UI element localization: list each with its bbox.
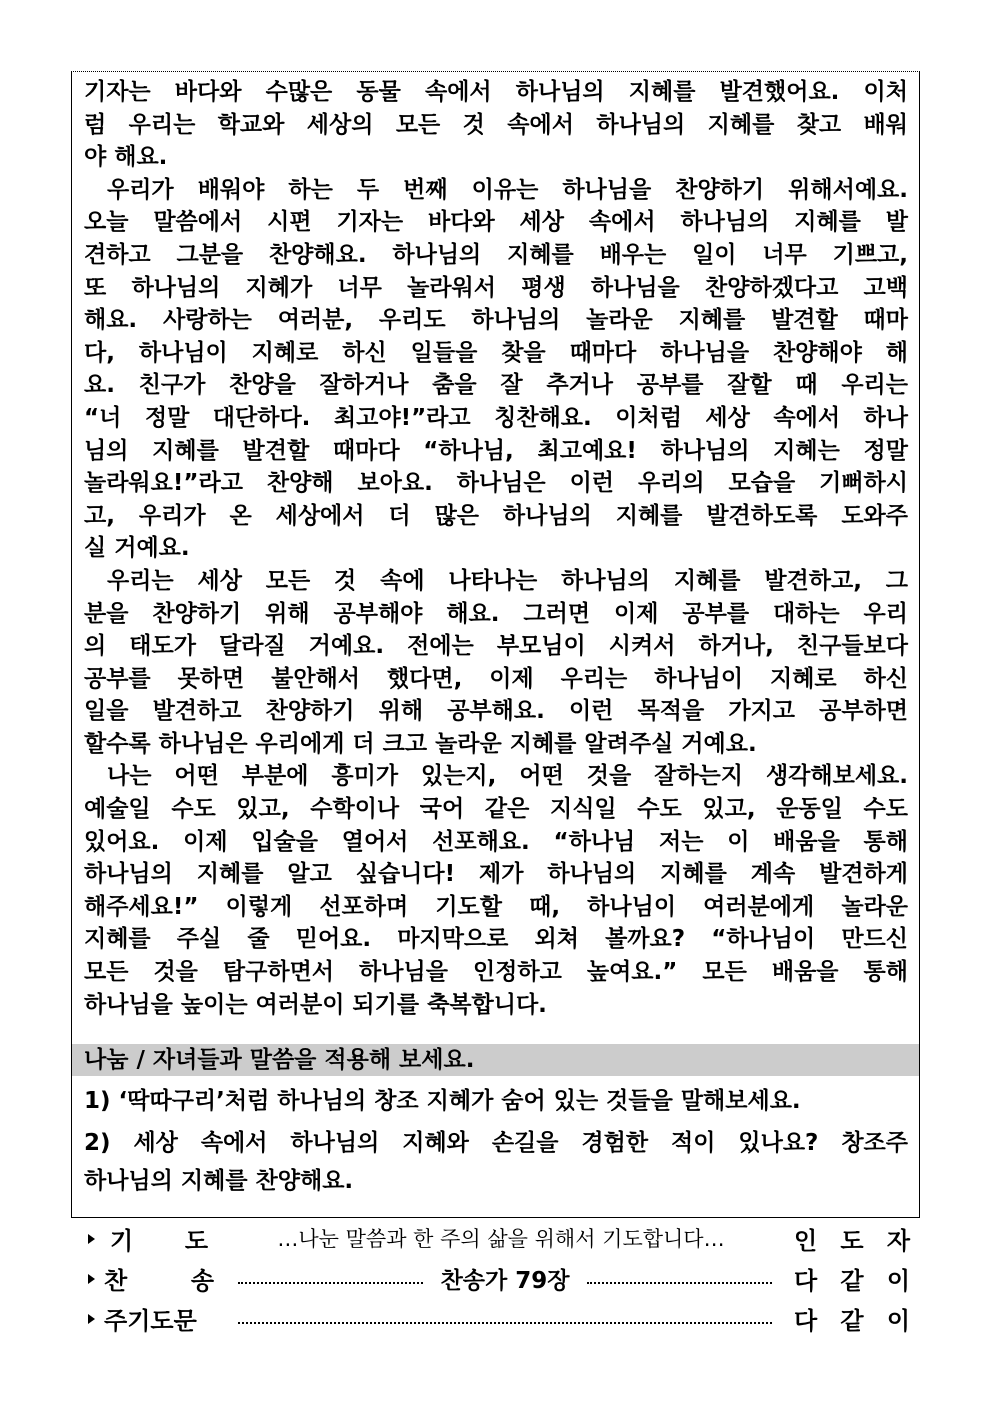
sermon-line: 야 해요. — [84, 144, 168, 171]
sermon-line: 해요. 사랑하는 여러분, 우리도 하나님의 놀라운 지혜를 발견할 때마 — [84, 307, 908, 334]
leader-char: 다 — [794, 1306, 818, 1335]
sermon-line: 일을 발견하고 찬양하기 위해 공부해요. 이런 목적을 가지고 공부하면 — [84, 698, 908, 725]
leader-char: 이 — [886, 1306, 910, 1335]
sharing-header: 나눔 / 자녀들과 말씀을 적용해 보세요. — [72, 1044, 919, 1076]
sermon-line-text: 나는 어떤 부분에 흥미가 있는지, 어떤 것을 잘하는지 생각해보세요. — [107, 763, 908, 790]
order-role — [104, 1301, 214, 1336]
sermon-line: 해주세요!” 이렇게 선포하며 기도할 때, 하나님이 여러분에게 놀라운 — [84, 893, 908, 920]
sermon-line: 요. 친구가 찬양을 잘하거나 춤을 잘 추거나 공부를 잘할 때 우리는 — [84, 372, 908, 399]
sermon-line: “너 정말 대단하다. 최고야!”라고 칭찬해요. 이처럼 세상 속에서 하나 — [84, 404, 908, 431]
order-role — [104, 1261, 214, 1296]
sermon-line: 공부를 못하면 불안해서 했다면, 이제 우리는 하나님이 지혜로 하신 — [84, 665, 908, 692]
triangle-bullet-icon — [88, 1234, 95, 1244]
sermon-line: 또 하나님의 지혜가 너무 놀라워서 평생 하나님을 찬양하겠다고 고백 — [84, 274, 908, 301]
role-char: 기 — [110, 1226, 134, 1255]
dotted-leader — [238, 1282, 423, 1284]
order-leader — [794, 1221, 910, 1256]
order-row-lords-prayer — [88, 1299, 910, 1337]
sermon-line: 하나님의 지혜를 알고 싶습니다! 제가 하나님의 지혜를 계속 발견하게 — [84, 861, 908, 888]
question-2-line-1: 2) 세상 속에서 하나님의 지혜와 손길을 경험한 적이 있나요? 창조주 — [84, 1130, 908, 1156]
leader-char: 자 — [886, 1226, 910, 1255]
leader-char: 같 — [840, 1266, 864, 1295]
sermon-line: 실 거예요. — [84, 535, 190, 562]
sermon-line — [84, 174, 908, 207]
sermon-line: 예술일 수도 있고, 수학이나 국어 같은 지식일 수도 있고, 운동일 수도 — [84, 796, 908, 823]
sermon-line: 럼 우리는 학교와 세상의 모든 것 속에서 하나님의 지혜를 찾고 배워 — [84, 111, 908, 138]
sermon-line: 하나님을 높이는 여러분이 되기를 축복합니다. — [84, 991, 547, 1018]
sermon-line: 놀라워요!”라고 찬양해 보아요. 하나님은 이런 우리의 모습을 기뻐하시 — [84, 470, 908, 497]
triangle-bullet-icon — [88, 1274, 95, 1284]
hymn-number: 찬송가 79장 — [440, 1267, 570, 1294]
sermon-frame — [71, 71, 920, 1218]
sermon-line: 고, 우리가 온 세상에서 더 많은 하나님의 지혜를 발견하도록 도와주 — [84, 502, 908, 529]
dotted-leader — [238, 1322, 772, 1324]
sermon-body — [84, 76, 908, 1021]
role-char: 도 — [150, 1306, 174, 1335]
leader-char: 같 — [840, 1306, 864, 1335]
order-content: …나눈 말씀과 한 주의 삶을 위해서 기도합니다… — [277, 1227, 725, 1251]
sermon-line: 의 태도가 달라질 거예요. 전에는 부모님이 시켜서 하거나, 친구들보다 — [84, 633, 908, 660]
leader-char: 이 — [886, 1266, 910, 1295]
order-content — [238, 1262, 772, 1295]
sermon-line: 있어요. 이제 입술을 열어서 선포해요. “하나님 저는 이 배움을 통해 — [84, 828, 908, 855]
role-char: 송 — [190, 1266, 214, 1295]
question-2-line-2: 하나님의 지혜를 찬양해요. — [84, 1168, 354, 1194]
sermon-line: 오늘 말씀에서 시편 기자는 바다와 세상 속에서 하나님의 지혜를 발 — [84, 209, 908, 236]
order-row-hymn — [88, 1259, 910, 1297]
sermon-line: 다, 하나님이 지혜로 하신 일들을 찾을 때마다 하나님을 찬양해야 해 — [84, 339, 908, 366]
order-leader — [794, 1301, 910, 1336]
dotted-leader — [587, 1282, 772, 1284]
sermon-line-text: 우리는 세상 모든 것 속에 나타나는 하나님의 지혜를 발견하고, 그 — [107, 567, 908, 594]
role-char: 주 — [104, 1306, 128, 1335]
sermon-line: 기자는 바다와 수많은 동물 속에서 하나님의 지혜를 발견했어요. 이처 — [84, 79, 908, 105]
sermon-line: 님의 지혜를 발견할 때마다 “하나님, 최고예요! 하나님의 지혜는 정말 — [84, 437, 908, 464]
sermon-line: 견하고 그분을 찬양해요. 하나님의 지혜를 배우는 일이 너무 기쁘고, — [84, 241, 908, 268]
order-leader — [794, 1261, 910, 1296]
leader-char: 도 — [840, 1226, 864, 1255]
role-char: 기 — [127, 1306, 151, 1335]
role-char: 찬 — [104, 1266, 128, 1295]
sermon-line — [84, 760, 908, 793]
sermon-line-text: 우리가 배워야 하는 두 번째 이유는 하나님을 찬양하기 위해서예요. — [107, 176, 908, 203]
sharing-questions — [84, 1082, 908, 1200]
role-char: 도 — [184, 1226, 208, 1255]
order-row-prayer — [88, 1219, 910, 1257]
role-char: 문 — [173, 1306, 197, 1335]
sermon-line: 모든 것을 탐구하면서 하나님을 인정하고 높여요.” 모든 배움을 통해 — [84, 959, 908, 986]
sermon-line: 분을 찬양하기 위해 공부해야 해요. 그러면 이제 공부를 대하는 우리 — [84, 600, 908, 627]
order-role — [104, 1221, 208, 1256]
leader-char: 다 — [794, 1266, 818, 1295]
triangle-bullet-icon — [88, 1314, 95, 1324]
question-1: 1) ‘딱따구리’처럼 하나님의 창조 지혜가 숨어 있는 것들을 말해보세요. — [84, 1088, 801, 1114]
sermon-line: 지혜를 주실 줄 믿어요. 마지막으로 외쳐 볼까요? “하나님이 만드신 — [84, 926, 908, 953]
leader-char: 인 — [794, 1226, 818, 1255]
order-content — [238, 1312, 772, 1324]
sermon-line — [84, 565, 908, 598]
sermon-line: 할수록 하나님은 우리에게 더 크고 놀라운 지혜를 알려주실 거예요. — [84, 730, 757, 757]
